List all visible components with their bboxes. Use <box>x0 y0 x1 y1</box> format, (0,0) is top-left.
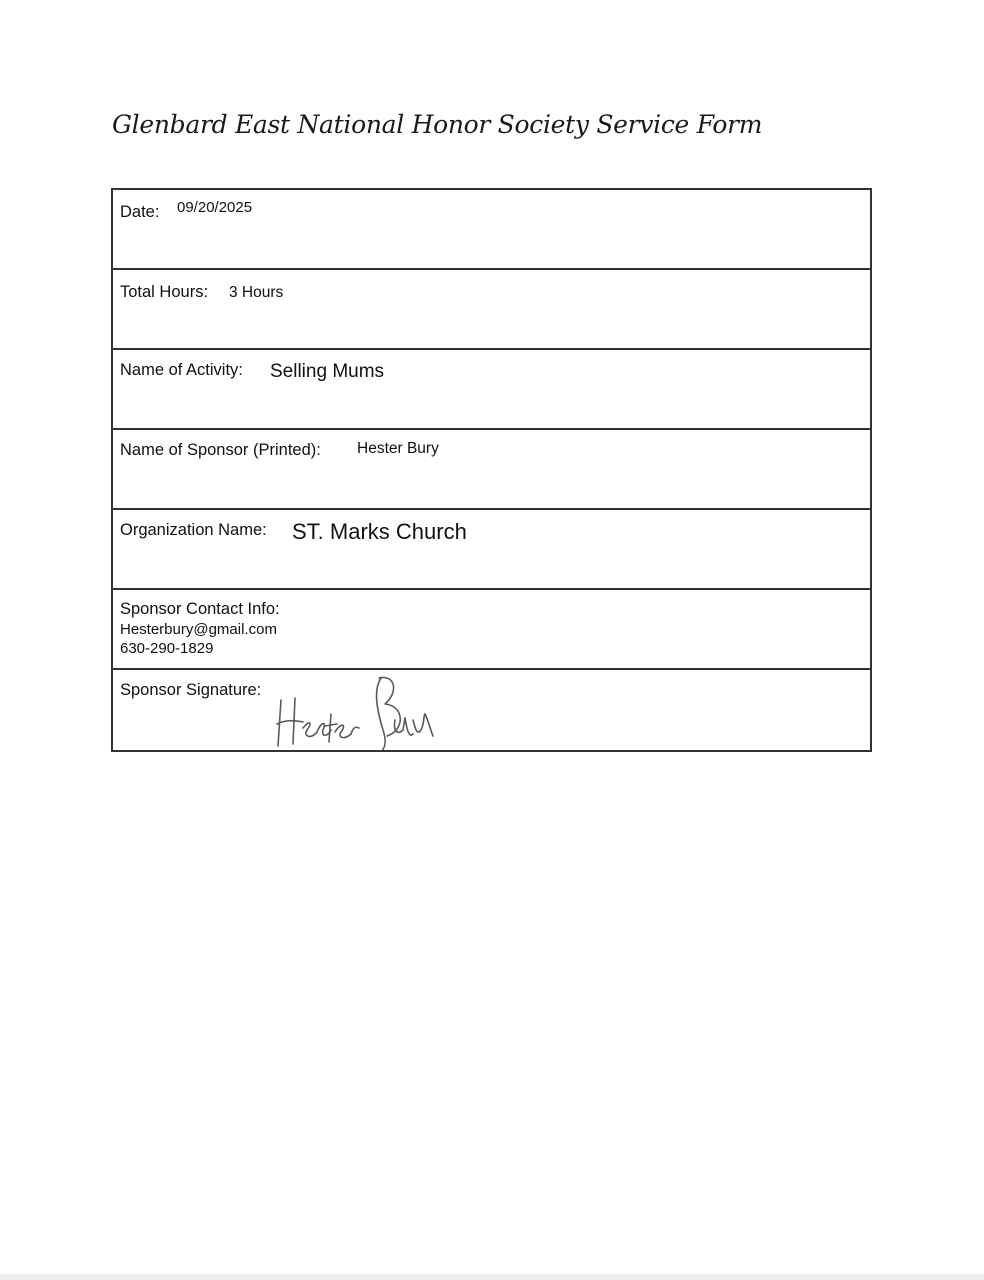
organization-label: Organization Name: <box>120 521 267 539</box>
organization-value[interactable]: ST. Marks Church <box>292 519 467 544</box>
sponsor-name-value[interactable]: Hester Bury <box>357 440 439 457</box>
contact-phone[interactable]: 630-290-1829 <box>120 640 214 657</box>
contact-row <box>113 590 870 670</box>
contact-email[interactable]: Hesterbury@gmail.com <box>120 621 277 638</box>
total-hours-row <box>113 270 870 350</box>
date-value[interactable]: 09/20/2025 <box>177 199 253 216</box>
signature-row <box>113 670 870 750</box>
activity-label: Name of Activity: <box>120 361 243 379</box>
organization-row <box>113 510 870 590</box>
date-row <box>113 190 870 270</box>
activity-value[interactable]: Selling Mums <box>270 361 385 382</box>
service-form-table <box>111 188 872 752</box>
sponsor-name-label: Name of Sponsor (Printed): <box>120 441 321 459</box>
contact-label: Sponsor Contact Info: <box>120 600 280 618</box>
page-bottom-edge <box>0 1274 984 1280</box>
activity-row <box>113 350 870 430</box>
signature-label: Sponsor Signature: <box>120 681 262 699</box>
sponsor-name-row <box>113 430 870 510</box>
date-label: Date: <box>120 203 160 221</box>
form-title: Glenbard East National Honor Society Service Form <box>112 110 763 139</box>
total-hours-value[interactable]: 3 Hours <box>229 284 284 301</box>
total-hours-label: Total Hours: <box>120 283 209 301</box>
signature-image[interactable] <box>273 670 453 750</box>
